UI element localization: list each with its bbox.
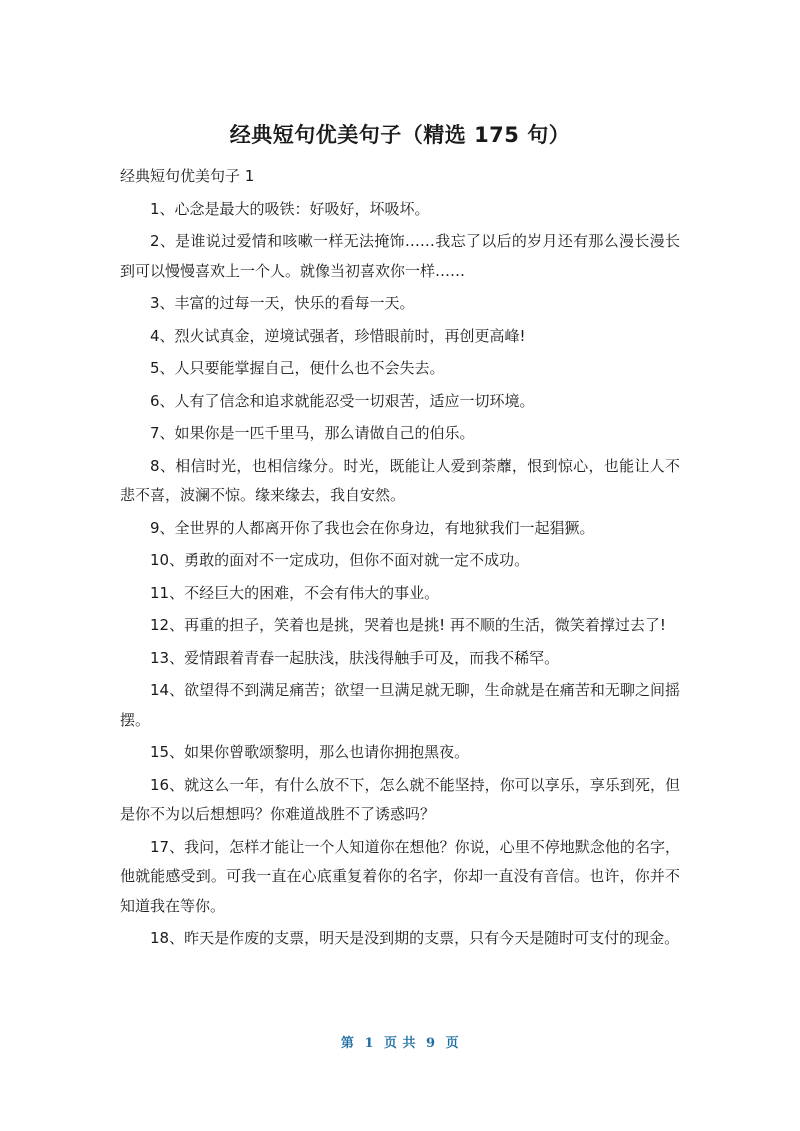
sentence-item: 9、全世界的人都离开你了我也会在你身边，有地狱我们一起猖獗。 [150,518,595,537]
sentence-item: 5、人只要能掌握自己，便什么也不会失去。 [150,359,445,377]
sentence-item: 4、烈火试真金，逆境试强者，珍惜眼前时，再创更高峰! [150,326,526,345]
section-heading: 经典短句优美句子 1 [120,167,255,185]
sentence-item: 12、再重的担子，笑着也是挑，哭着也是挑! 再不顺的生活，微笑着撑过去了! [150,616,666,634]
page-footer [0,1032,800,1051]
sentence-item: 15、如果你曾歌颂黎明，那么也请你拥抱黑夜。 [150,743,470,761]
document-body [120,162,680,957]
sentence-item: 17、我问，怎样才能让一个人知道你在想他？你说，心里不停地默念他的名字，他就能感受到。可我一直在心底重复着你的名字，你却一直没有音信。也许，你并不知道我在等你。 [120,837,680,915]
sentence-list [120,195,680,954]
footer-suffix: 页 [445,1036,460,1051]
sentence-item: 13、爱情跟着青春一起肤浅，肤浅得触手可及，而我不稀罕。 [150,648,560,667]
footer-prefix: 第 [340,1036,355,1051]
footer-middle: 页 共 [383,1036,417,1051]
sentence-item: 14、欲望得不到满足痛苦；欲望一旦满足就无聊，生命就是在痛苦和无聊之间摇摆。 [120,681,680,729]
sentence-item: 3、丰富的过每一天，快乐的看每一天。 [150,294,415,312]
sentence-item: 7、如果你是一匹千里马，那么请做自己的伯乐。 [150,424,475,442]
sentence-item: 16、就这么一年，有什么放不下，怎么就不能坚持，你可以享乐，享乐到死，但是你不为以后想想吗？你难道战胜不了诱惑吗？ [120,775,680,823]
sentence-item: 18、昨天是作废的支票，明天是没到期的支票，只有今天是随时可支付的现金。 [150,929,680,947]
footer-current-page: 1 [364,1036,374,1051]
sentence-item: 11、不经巨大的困难，不会有伟大的事业。 [150,583,440,602]
footer-total-pages: 9 [426,1036,436,1051]
sentence-item: 8、相信时光，也相信缘分。时光，既能让人爱到荼蘼，恨到惊心，也能让人不悲不喜，波澜不惊。缘来缘去，我自安然。 [120,456,680,504]
sentence-item: 2、是谁说过爱情和咳嗽一样无法掩饰……我忘了以后的岁月还有那么漫长漫长到可以慢慢喜欢上一个人。就像当初喜欢你一样…… [120,232,680,280]
sentence-item: 6、人有了信念和追求就能忍受一切艰苦，适应一切环境。 [150,391,535,410]
sentence-item: 1、心念是最大的吸铁：好吸好，坏吸坏。 [150,199,430,218]
sentence-item: 10、勇敢的面对不一定成功，但你不面对就一定不成功。 [150,551,530,569]
document-title: 经典短句优美句子（精选 175 句） [229,123,571,147]
